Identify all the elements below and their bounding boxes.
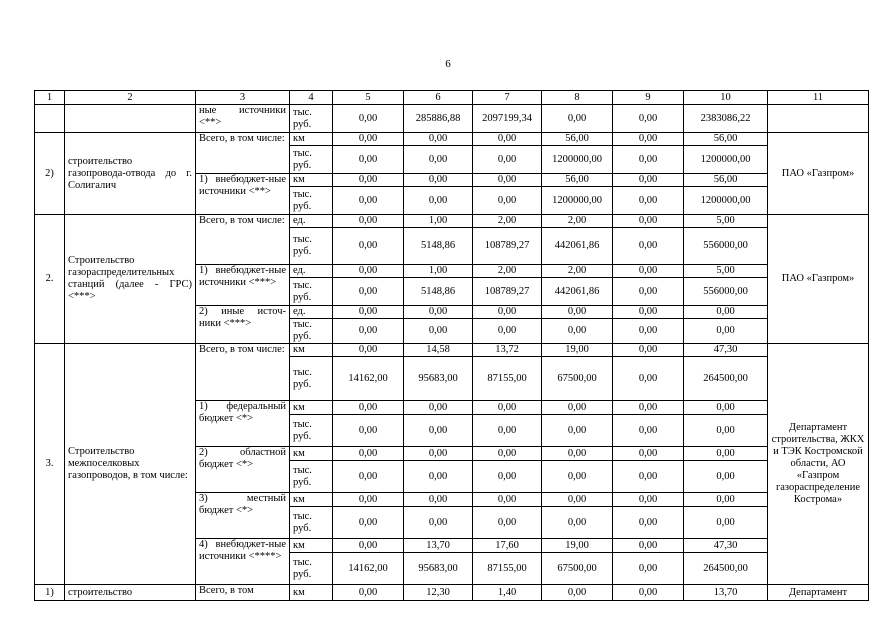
row-name [65,105,196,133]
unit-cell: тыс. руб. [290,187,333,215]
value-cell: 56,00 [542,133,613,146]
value-cell: 5148,86 [404,278,473,306]
value-cell: 0,00 [333,415,404,447]
unit-cell: км [290,585,333,601]
source-label: Всего, в том числе: [196,215,290,265]
value-cell: 19,00 [542,344,613,357]
value-cell: 0,00 [613,146,684,174]
value-cell: 2097199,34 [473,105,542,133]
value-cell: 0,00 [613,265,684,278]
value-cell: 0,00 [333,146,404,174]
value-cell: 264500,00 [684,553,768,585]
unit-cell: км [290,174,333,187]
source-label: Всего, в том числе: [196,344,290,401]
value-cell: 0,00 [613,507,684,539]
unit-cell: тыс. руб. [290,415,333,447]
value-cell: 13,70 [684,585,768,601]
value-cell: 0,00 [684,415,768,447]
value-cell: 0,00 [404,461,473,493]
value-cell: 0,00 [542,507,613,539]
value-cell: 0,00 [542,306,613,319]
value-cell: 1,00 [404,265,473,278]
value-cell: 0,00 [684,401,768,415]
value-cell: 0,00 [613,215,684,228]
value-cell: 0,00 [684,447,768,461]
value-cell: 0,00 [684,493,768,507]
source-label: Всего, в том числе: [196,133,290,174]
value-cell: 0,00 [333,278,404,306]
unit-cell: тыс. руб. [290,228,333,265]
row-number: 3. [35,344,65,585]
value-cell: 442061,86 [542,228,613,265]
value-cell: 0,00 [333,105,404,133]
source-label: 2) областной бюджет <*> [196,447,290,493]
organization: ПАО «Газпром» [768,133,869,215]
unit-cell: тыс. руб. [290,319,333,344]
value-cell: 0,00 [473,146,542,174]
organization [768,105,869,133]
row-number [35,105,65,133]
organization: ПАО «Газпром» [768,215,869,344]
column-header: 10 [684,91,768,105]
header-row [35,91,869,105]
value-cell: 0,00 [542,493,613,507]
column-header: 3 [196,91,290,105]
program-table [34,90,869,601]
value-cell: 0,00 [684,461,768,493]
unit-cell: тыс. руб. [290,461,333,493]
value-cell: 2,00 [542,265,613,278]
unit-cell: км [290,447,333,461]
value-cell: 1200000,00 [684,146,768,174]
row-name: Строительство межпоселковых газопроводов, в том числе: [65,344,196,585]
value-cell: 0,00 [473,187,542,215]
value-cell: 0,00 [542,415,613,447]
value-cell: 0,00 [404,401,473,415]
value-cell: 13,72 [473,344,542,357]
value-cell: 0,00 [473,507,542,539]
source-label: 3) местный бюджет <*> [196,493,290,539]
unit-cell: тыс. руб. [290,105,333,133]
value-cell: 0,00 [333,228,404,265]
source-label: ные источники <**> [196,105,290,133]
value-cell: 0,00 [542,401,613,415]
value-cell: 0,00 [613,344,684,357]
value-cell: 1200000,00 [684,187,768,215]
value-cell: 0,00 [333,265,404,278]
value-cell: 0,00 [613,447,684,461]
column-header: 6 [404,91,473,105]
value-cell: 14,58 [404,344,473,357]
value-cell: 95683,00 [404,357,473,401]
unit-cell: км [290,539,333,553]
source-label: 1) внебюджет-ные источники <***> [196,265,290,306]
value-cell: 95683,00 [404,553,473,585]
row-number: 2) [35,133,65,215]
value-cell: 0,00 [404,415,473,447]
value-cell: 0,00 [684,319,768,344]
source-label: 4) внебюджет-ные источники <****> [196,539,290,585]
value-cell: 12,30 [404,585,473,601]
column-header: 2 [65,91,196,105]
row-number: 2. [35,215,65,344]
value-cell: 47,30 [684,539,768,553]
value-cell: 285886,88 [404,105,473,133]
value-cell: 0,00 [473,447,542,461]
source-label: Всего, в том [196,585,290,601]
value-cell: 56,00 [684,174,768,187]
value-cell: 19,00 [542,539,613,553]
value-cell: 0,00 [542,447,613,461]
value-cell: 67500,00 [542,357,613,401]
value-cell: 0,00 [404,306,473,319]
value-cell: 0,00 [333,461,404,493]
value-cell: 5148,86 [404,228,473,265]
value-cell: 0,00 [613,553,684,585]
value-cell: 0,00 [684,507,768,539]
value-cell: 442061,86 [542,278,613,306]
value-cell: 13,70 [404,539,473,553]
value-cell: 0,00 [542,319,613,344]
row-name: строительство газопровода-отвода до г. Солигалич [65,133,196,215]
unit-cell: км [290,493,333,507]
page-number: 6 [445,58,451,70]
value-cell: 0,00 [333,344,404,357]
value-cell: 0,00 [473,174,542,187]
value-cell: 67500,00 [542,553,613,585]
value-cell: 1,00 [404,215,473,228]
row-name: строительство [65,585,196,601]
value-cell: 556000,00 [684,278,768,306]
value-cell: 0,00 [613,461,684,493]
organization: Департамент строительства, ЖКХ и ТЭК Костромской области, АО «Газпром газораспределение Кострома» [768,344,869,585]
value-cell: 0,00 [542,105,613,133]
value-cell: 0,00 [333,539,404,553]
unit-cell: тыс. руб. [290,146,333,174]
table-row [35,105,869,133]
column-header: 8 [542,91,613,105]
row-number: 1) [35,585,65,601]
value-cell: 0,00 [473,461,542,493]
table-row [35,344,869,357]
value-cell: 0,00 [333,493,404,507]
value-cell: 0,00 [333,174,404,187]
column-header: 11 [768,91,869,105]
value-cell: 0,00 [473,415,542,447]
value-cell: 264500,00 [684,357,768,401]
value-cell: 556000,00 [684,228,768,265]
column-header: 1 [35,91,65,105]
value-cell: 47,30 [684,344,768,357]
source-label: 1) федеральный бюджет <*> [196,401,290,447]
unit-cell: ед. [290,265,333,278]
value-cell: 0,00 [333,215,404,228]
value-cell: 0,00 [473,319,542,344]
value-cell: 0,00 [404,146,473,174]
value-cell: 56,00 [542,174,613,187]
value-cell: 17,60 [473,539,542,553]
value-cell: 0,00 [333,306,404,319]
value-cell: 0,00 [542,585,613,601]
value-cell: 0,00 [404,133,473,146]
value-cell: 2,00 [473,265,542,278]
value-cell: 0,00 [613,174,684,187]
column-header: 7 [473,91,542,105]
value-cell: 0,00 [404,493,473,507]
value-cell: 0,00 [333,133,404,146]
value-cell: 1200000,00 [542,187,613,215]
value-cell: 0,00 [404,319,473,344]
unit-cell: тыс. руб. [290,278,333,306]
value-cell: 0,00 [473,401,542,415]
value-cell: 0,00 [333,447,404,461]
value-cell: 0,00 [333,319,404,344]
value-cell: 2383086,22 [684,105,768,133]
row-name: Строительство газораспределительных станций (далее - ГРС) <***> [65,215,196,344]
value-cell: 0,00 [333,507,404,539]
unit-cell: км [290,133,333,146]
value-cell: 108789,27 [473,228,542,265]
value-cell: 0,00 [613,278,684,306]
unit-cell: ед. [290,306,333,319]
value-cell: 14162,00 [333,553,404,585]
unit-cell: ед. [290,215,333,228]
value-cell: 0,00 [613,357,684,401]
value-cell: 5,00 [684,265,768,278]
value-cell: 0,00 [613,401,684,415]
value-cell: 0,00 [404,174,473,187]
value-cell: 108789,27 [473,278,542,306]
unit-cell: км [290,401,333,415]
value-cell: 0,00 [473,133,542,146]
value-cell: 0,00 [613,187,684,215]
column-header: 5 [333,91,404,105]
source-label: 1) внебюджет-ные источники <**> [196,174,290,215]
table-row [35,585,869,601]
column-header: 9 [613,91,684,105]
column-header: 4 [290,91,333,105]
unit-cell: км [290,344,333,357]
value-cell: 14162,00 [333,357,404,401]
source-label: 2) иные источ-ники <***> [196,306,290,344]
table-row [35,215,869,228]
value-cell: 1200000,00 [542,146,613,174]
value-cell: 0,00 [404,507,473,539]
value-cell: 0,00 [613,306,684,319]
value-cell: 0,00 [473,493,542,507]
value-cell: 0,00 [333,585,404,601]
value-cell: 0,00 [613,133,684,146]
unit-cell: тыс. руб. [290,357,333,401]
value-cell: 0,00 [333,187,404,215]
value-cell: 0,00 [613,319,684,344]
value-cell: 56,00 [684,133,768,146]
value-cell: 1,40 [473,585,542,601]
unit-cell: тыс. руб. [290,553,333,585]
value-cell: 0,00 [613,585,684,601]
unit-cell: тыс. руб. [290,507,333,539]
value-cell: 0,00 [473,306,542,319]
value-cell: 0,00 [684,306,768,319]
value-cell: 0,00 [613,228,684,265]
value-cell: 2,00 [542,215,613,228]
value-cell: 0,00 [404,187,473,215]
value-cell: 0,00 [333,401,404,415]
table-row [35,133,869,146]
value-cell: 87155,00 [473,553,542,585]
value-cell: 87155,00 [473,357,542,401]
value-cell: 2,00 [473,215,542,228]
value-cell: 0,00 [613,539,684,553]
value-cell: 0,00 [613,415,684,447]
organization: Департамент [768,585,869,601]
value-cell: 0,00 [404,447,473,461]
value-cell: 0,00 [613,105,684,133]
value-cell: 0,00 [613,493,684,507]
value-cell: 5,00 [684,215,768,228]
value-cell: 0,00 [542,461,613,493]
